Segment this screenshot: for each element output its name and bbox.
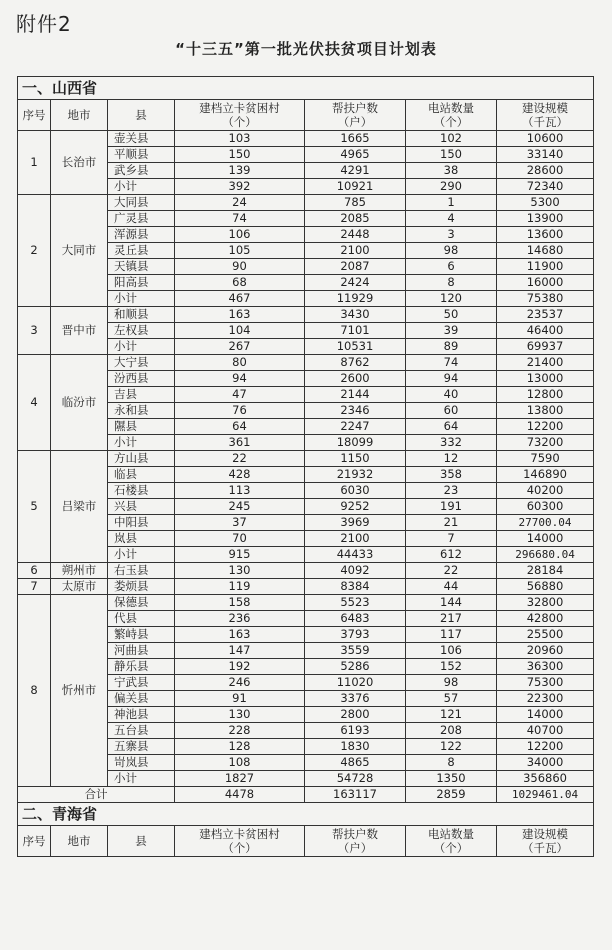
column-header: 电站数量 （个） <box>406 100 497 131</box>
data-cell: 74 <box>406 355 497 371</box>
data-cell: 2247 <box>305 419 406 435</box>
data-cell: 119 <box>175 579 305 595</box>
city-name: 吕梁市 <box>51 451 108 563</box>
data-cell: 14000 <box>497 531 594 547</box>
data-cell: 28184 <box>497 563 594 579</box>
data-cell: 103 <box>175 131 305 147</box>
data-cell: 14000 <box>497 707 594 723</box>
data-cell: 1350 <box>406 771 497 787</box>
table-row <box>18 563 594 579</box>
data-cell: 40200 <box>497 483 594 499</box>
data-cell: 11929 <box>305 291 406 307</box>
county-name: 隰县 <box>108 419 175 435</box>
data-cell: 392 <box>175 179 305 195</box>
column-header: 建档立卡贫困村 （个） <box>175 826 305 857</box>
data-cell: 56880 <box>497 579 594 595</box>
data-cell: 356860 <box>497 771 594 787</box>
data-cell: 5286 <box>305 659 406 675</box>
section-heading-row <box>18 77 594 100</box>
data-cell: 22300 <box>497 691 594 707</box>
county-name: 小计 <box>108 339 175 355</box>
data-cell: 2144 <box>305 387 406 403</box>
column-header: 地市 <box>51 826 108 857</box>
county-name: 灵丘县 <box>108 243 175 259</box>
data-cell: 40 <box>406 387 497 403</box>
data-cell: 150 <box>175 147 305 163</box>
data-cell: 8 <box>406 755 497 771</box>
data-cell: 3793 <box>305 627 406 643</box>
data-cell: 146890 <box>497 467 594 483</box>
data-cell: 3969 <box>305 515 406 531</box>
county-name: 五台县 <box>108 723 175 739</box>
data-cell: 8762 <box>305 355 406 371</box>
city-name: 大同市 <box>51 195 108 307</box>
data-cell: 64 <box>406 419 497 435</box>
data-cell: 18099 <box>305 435 406 451</box>
county-name: 大同县 <box>108 195 175 211</box>
data-cell: 38 <box>406 163 497 179</box>
section-heading-row <box>18 803 594 826</box>
data-cell: 296680.04 <box>497 547 594 563</box>
data-cell: 14680 <box>497 243 594 259</box>
data-cell: 69937 <box>497 339 594 355</box>
data-cell: 98 <box>406 243 497 259</box>
data-cell: 128 <box>175 739 305 755</box>
city-name: 太原市 <box>51 579 108 595</box>
table-row <box>18 131 594 147</box>
county-name: 平顺县 <box>108 147 175 163</box>
column-header: 帮扶户数 （户） <box>305 100 406 131</box>
row-number: 5 <box>18 451 51 563</box>
data-cell: 64 <box>175 419 305 435</box>
data-cell: 612 <box>406 547 497 563</box>
column-header-row <box>18 100 594 131</box>
data-cell: 2100 <box>305 243 406 259</box>
data-cell: 915 <box>175 547 305 563</box>
data-cell: 102 <box>406 131 497 147</box>
county-name: 石楼县 <box>108 483 175 499</box>
county-name: 永和县 <box>108 403 175 419</box>
data-cell: 11020 <box>305 675 406 691</box>
county-name: 兴县 <box>108 499 175 515</box>
total-cell: 163117 <box>305 787 406 803</box>
column-header: 地市 <box>51 100 108 131</box>
data-cell: 5523 <box>305 595 406 611</box>
county-name: 浑源县 <box>108 227 175 243</box>
row-number: 8 <box>18 595 51 787</box>
data-cell: 89 <box>406 339 497 355</box>
data-cell: 2100 <box>305 531 406 547</box>
data-cell: 6193 <box>305 723 406 739</box>
data-cell: 290 <box>406 179 497 195</box>
data-cell: 57 <box>406 691 497 707</box>
data-cell: 113 <box>175 483 305 499</box>
county-name: 阳高县 <box>108 275 175 291</box>
column-header: 序号 <box>18 826 51 857</box>
data-cell: 40700 <box>497 723 594 739</box>
attachment-label: 附件2 <box>16 12 72 36</box>
city-name: 临汾市 <box>51 355 108 451</box>
county-name: 神池县 <box>108 707 175 723</box>
data-cell: 2600 <box>305 371 406 387</box>
county-name: 宁武县 <box>108 675 175 691</box>
data-cell: 106 <box>406 643 497 659</box>
data-cell: 106 <box>175 227 305 243</box>
column-header: 县 <box>108 826 175 857</box>
data-cell: 105 <box>175 243 305 259</box>
data-cell: 332 <box>406 435 497 451</box>
county-name: 偏关县 <box>108 691 175 707</box>
data-cell: 73200 <box>497 435 594 451</box>
data-cell: 208 <box>406 723 497 739</box>
data-cell: 4865 <box>305 755 406 771</box>
data-cell: 358 <box>406 467 497 483</box>
data-cell: 6030 <box>305 483 406 499</box>
data-cell: 7101 <box>305 323 406 339</box>
data-cell: 139 <box>175 163 305 179</box>
column-header: 电站数量 （个） <box>406 826 497 857</box>
data-cell: 104 <box>175 323 305 339</box>
data-cell: 98 <box>406 675 497 691</box>
data-cell: 361 <box>175 435 305 451</box>
data-cell: 7 <box>406 531 497 547</box>
data-cell: 72340 <box>497 179 594 195</box>
county-name: 临县 <box>108 467 175 483</box>
data-cell: 8 <box>406 275 497 291</box>
data-cell: 10531 <box>305 339 406 355</box>
data-cell: 144 <box>406 595 497 611</box>
county-name: 汾西县 <box>108 371 175 387</box>
data-cell: 24 <box>175 195 305 211</box>
county-name: 繁峙县 <box>108 627 175 643</box>
data-cell: 467 <box>175 291 305 307</box>
county-name: 天镇县 <box>108 259 175 275</box>
data-cell: 27700.04 <box>497 515 594 531</box>
data-cell: 74 <box>175 211 305 227</box>
county-name: 静乐县 <box>108 659 175 675</box>
county-name: 河曲县 <box>108 643 175 659</box>
data-cell: 68 <box>175 275 305 291</box>
data-cell: 1150 <box>305 451 406 467</box>
data-cell: 46400 <box>497 323 594 339</box>
county-name: 小计 <box>108 179 175 195</box>
data-cell: 21400 <box>497 355 594 371</box>
county-name: 左权县 <box>108 323 175 339</box>
data-cell: 32800 <box>497 595 594 611</box>
county-name: 岚县 <box>108 531 175 547</box>
data-cell: 75380 <box>497 291 594 307</box>
data-cell: 3430 <box>305 307 406 323</box>
data-cell: 121 <box>406 707 497 723</box>
data-cell: 2087 <box>305 259 406 275</box>
data-cell: 23 <box>406 483 497 499</box>
data-cell: 12800 <box>497 387 594 403</box>
total-cell: 1029461.04 <box>497 787 594 803</box>
row-number: 6 <box>18 563 51 579</box>
data-cell: 13600 <box>497 227 594 243</box>
data-cell: 6483 <box>305 611 406 627</box>
table-row <box>18 579 594 595</box>
data-cell: 117 <box>406 627 497 643</box>
county-name: 小计 <box>108 771 175 787</box>
data-cell: 16000 <box>497 275 594 291</box>
county-name: 代县 <box>108 611 175 627</box>
data-cell: 47 <box>175 387 305 403</box>
data-cell: 34000 <box>497 755 594 771</box>
data-cell: 75300 <box>497 675 594 691</box>
data-cell: 4291 <box>305 163 406 179</box>
county-name: 大宁县 <box>108 355 175 371</box>
document-title: “十三五”第一批光伏扶贫项目计划表 <box>175 40 437 58</box>
data-cell: 44433 <box>305 547 406 563</box>
row-number: 2 <box>18 195 51 307</box>
column-header: 建设规模 （千瓦） <box>497 100 594 131</box>
data-cell: 2085 <box>305 211 406 227</box>
data-cell: 1827 <box>175 771 305 787</box>
total-cell: 4478 <box>175 787 305 803</box>
data-cell: 54728 <box>305 771 406 787</box>
data-cell: 28600 <box>497 163 594 179</box>
county-name: 中阳县 <box>108 515 175 531</box>
city-name: 朔州市 <box>51 563 108 579</box>
data-cell: 12200 <box>497 419 594 435</box>
data-cell: 25500 <box>497 627 594 643</box>
data-cell: 2448 <box>305 227 406 243</box>
data-cell: 22 <box>406 563 497 579</box>
data-cell: 2346 <box>305 403 406 419</box>
data-cell: 10600 <box>497 131 594 147</box>
data-cell: 94 <box>406 371 497 387</box>
data-cell: 5300 <box>497 195 594 211</box>
data-cell: 236 <box>175 611 305 627</box>
table-row <box>18 355 594 371</box>
data-cell: 191 <box>406 499 497 515</box>
data-cell: 3 <box>406 227 497 243</box>
row-number: 1 <box>18 131 51 195</box>
data-cell: 12200 <box>497 739 594 755</box>
city-name: 晋中市 <box>51 307 108 355</box>
county-name: 保德县 <box>108 595 175 611</box>
county-name: 小计 <box>108 547 175 563</box>
total-cell: 2859 <box>406 787 497 803</box>
data-cell: 22 <box>175 451 305 467</box>
data-cell: 785 <box>305 195 406 211</box>
row-number: 7 <box>18 579 51 595</box>
data-cell: 428 <box>175 467 305 483</box>
data-cell: 76 <box>175 403 305 419</box>
data-cell: 94 <box>175 371 305 387</box>
data-cell: 2800 <box>305 707 406 723</box>
city-name: 长治市 <box>51 131 108 195</box>
data-cell: 192 <box>175 659 305 675</box>
data-cell: 122 <box>406 739 497 755</box>
table-row <box>18 595 594 611</box>
county-name: 右玉县 <box>108 563 175 579</box>
data-cell: 23537 <box>497 307 594 323</box>
data-cell: 152 <box>406 659 497 675</box>
column-header: 县 <box>108 100 175 131</box>
county-name: 五寨县 <box>108 739 175 755</box>
data-cell: 42800 <box>497 611 594 627</box>
data-cell: 130 <box>175 707 305 723</box>
data-cell: 1665 <box>305 131 406 147</box>
total-label: 合计 <box>18 787 175 803</box>
section-heading: 二、青海省 <box>18 803 594 826</box>
data-cell: 9252 <box>305 499 406 515</box>
project-plan-table <box>17 76 594 857</box>
column-header: 建档立卡贫困村 （个） <box>175 100 305 131</box>
data-cell: 228 <box>175 723 305 739</box>
data-cell: 37 <box>175 515 305 531</box>
column-header: 建设规模 （千瓦） <box>497 826 594 857</box>
data-cell: 91 <box>175 691 305 707</box>
column-header: 帮扶户数 （户） <box>305 826 406 857</box>
data-cell: 13900 <box>497 211 594 227</box>
data-cell: 108 <box>175 755 305 771</box>
county-name: 岢岚县 <box>108 755 175 771</box>
data-cell: 13800 <box>497 403 594 419</box>
county-name: 和顺县 <box>108 307 175 323</box>
data-cell: 158 <box>175 595 305 611</box>
data-cell: 147 <box>175 643 305 659</box>
data-cell: 10921 <box>305 179 406 195</box>
data-cell: 3376 <box>305 691 406 707</box>
row-number: 4 <box>18 355 51 451</box>
data-cell: 70 <box>175 531 305 547</box>
county-name: 壶关县 <box>108 131 175 147</box>
data-cell: 4092 <box>305 563 406 579</box>
city-name: 忻州市 <box>51 595 108 787</box>
row-number: 3 <box>18 307 51 355</box>
data-cell: 2424 <box>305 275 406 291</box>
table-row <box>18 451 594 467</box>
data-cell: 3559 <box>305 643 406 659</box>
data-cell: 12 <box>406 451 497 467</box>
data-cell: 11900 <box>497 259 594 275</box>
county-name: 方山县 <box>108 451 175 467</box>
data-cell: 163 <box>175 307 305 323</box>
column-header-row <box>18 826 594 857</box>
data-cell: 150 <box>406 147 497 163</box>
table-row <box>18 307 594 323</box>
data-cell: 80 <box>175 355 305 371</box>
data-cell: 130 <box>175 563 305 579</box>
data-cell: 217 <box>406 611 497 627</box>
section-heading: 一、山西省 <box>18 77 594 100</box>
county-name: 武乡县 <box>108 163 175 179</box>
data-cell: 120 <box>406 291 497 307</box>
column-header: 序号 <box>18 100 51 131</box>
data-cell: 245 <box>175 499 305 515</box>
data-cell: 1830 <box>305 739 406 755</box>
data-cell: 6 <box>406 259 497 275</box>
county-name: 娄烦县 <box>108 579 175 595</box>
data-cell: 60300 <box>497 499 594 515</box>
data-cell: 21 <box>406 515 497 531</box>
data-cell: 8384 <box>305 579 406 595</box>
county-name: 小计 <box>108 291 175 307</box>
data-cell: 246 <box>175 675 305 691</box>
total-row <box>18 787 594 803</box>
data-cell: 20960 <box>497 643 594 659</box>
data-cell: 13000 <box>497 371 594 387</box>
county-name: 小计 <box>108 435 175 451</box>
data-cell: 163 <box>175 627 305 643</box>
data-cell: 4 <box>406 211 497 227</box>
data-cell: 44 <box>406 579 497 595</box>
county-name: 广灵县 <box>108 211 175 227</box>
data-cell: 33140 <box>497 147 594 163</box>
data-cell: 50 <box>406 307 497 323</box>
county-name: 吉县 <box>108 387 175 403</box>
table-row <box>18 195 594 211</box>
data-cell: 1 <box>406 195 497 211</box>
data-cell: 60 <box>406 403 497 419</box>
data-cell: 36300 <box>497 659 594 675</box>
data-cell: 39 <box>406 323 497 339</box>
data-cell: 267 <box>175 339 305 355</box>
data-cell: 7590 <box>497 451 594 467</box>
data-cell: 90 <box>175 259 305 275</box>
data-cell: 4965 <box>305 147 406 163</box>
data-cell: 21932 <box>305 467 406 483</box>
